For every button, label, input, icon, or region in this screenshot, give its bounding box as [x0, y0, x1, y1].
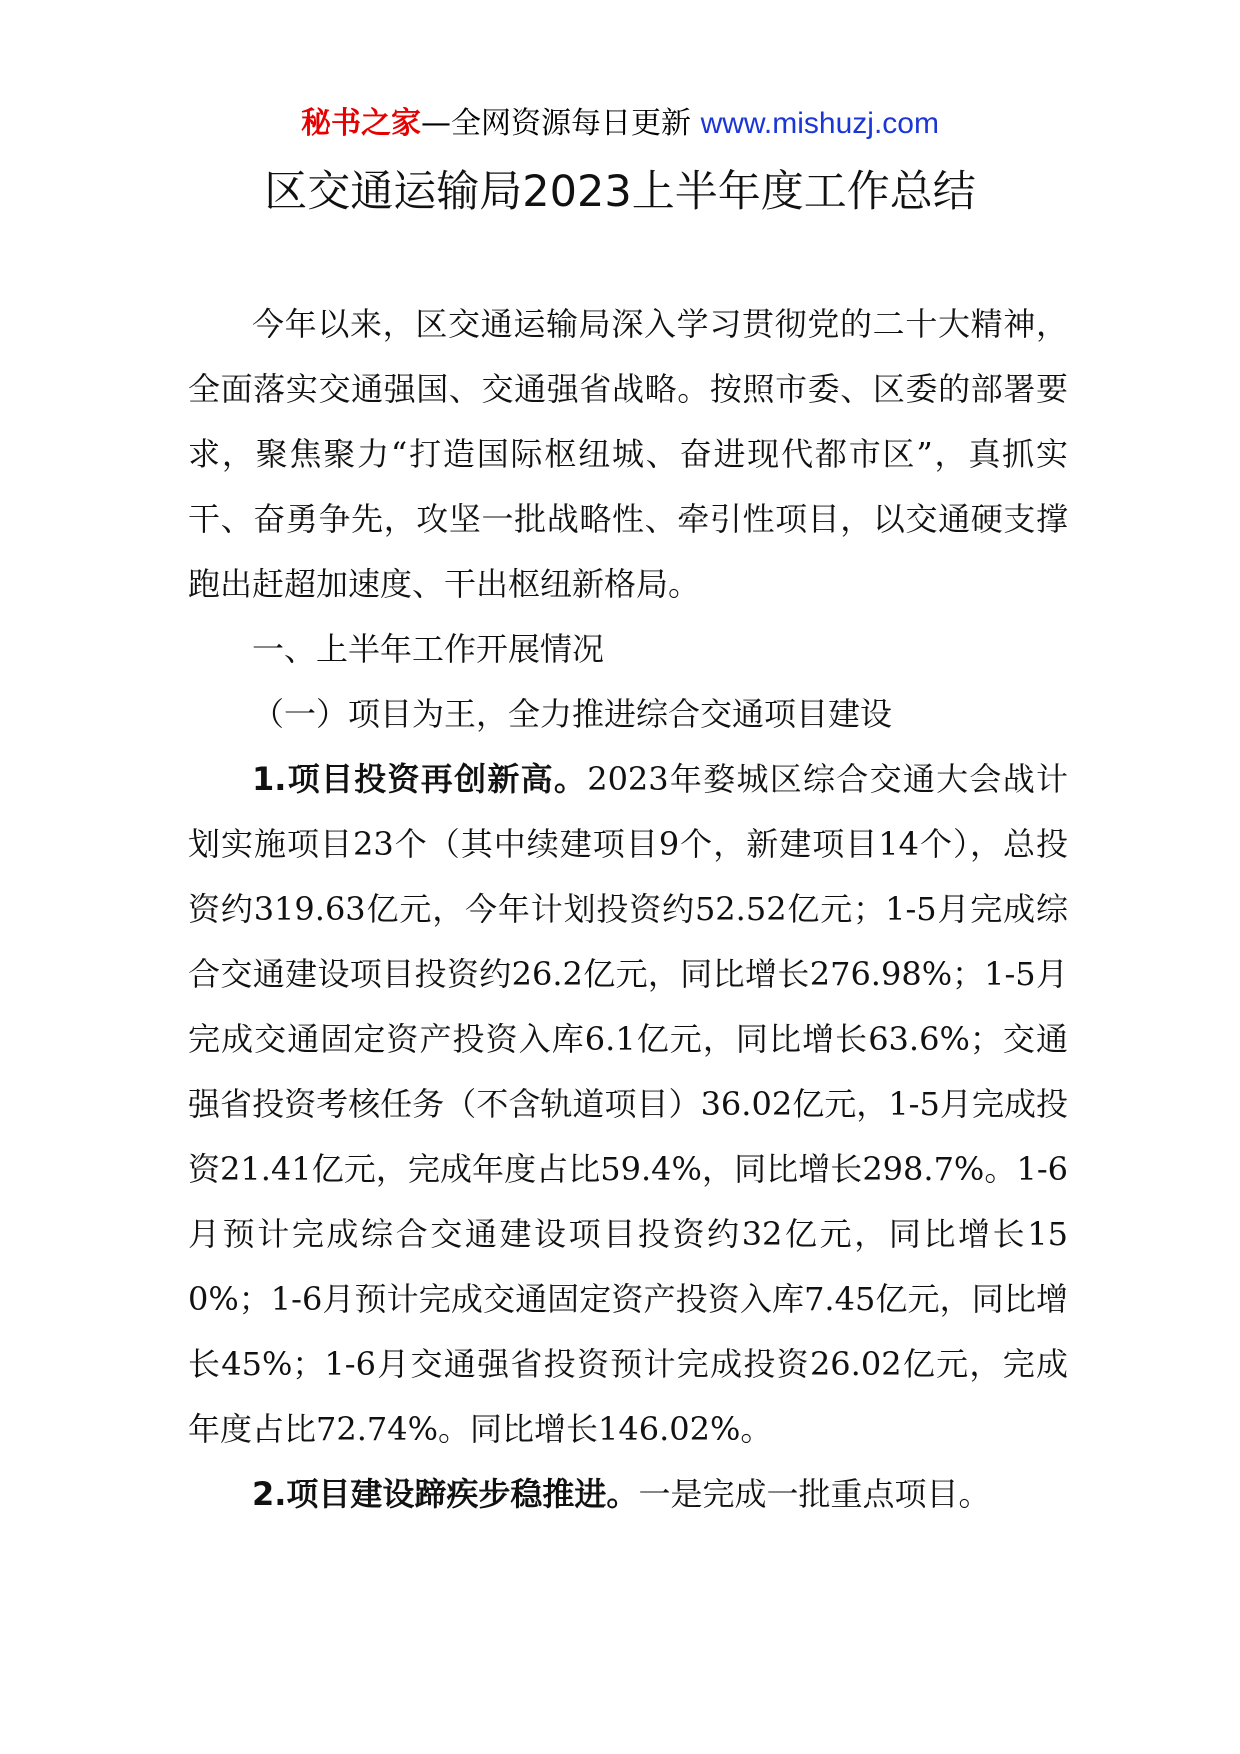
- site-url-link[interactable]: www.mishuzj.com: [700, 107, 939, 140]
- site-brand: 秘书之家: [301, 106, 422, 141]
- item-text: 一是完成一批重点项目。: [638, 1475, 991, 1513]
- section-heading: 一、上半年工作开展情况: [252, 630, 605, 668]
- paragraph-intro: 今年以来，区交通运输局深入学习贯彻党的二十大精神，全面落实交通强国、交通强省战略。按照市委、区委的部署要求，聚焦聚力“打造国际枢纽城、奋进现代都市区”，真抓实干、奋勇争先，攻坚一批战略性、牵引性项目，以交通硬支撑跑出赶超加速度、干出枢纽新格局。: [188, 305, 1068, 603]
- subsection-heading: （一）项目为王，全力推进综合交通项目建设: [252, 695, 893, 733]
- item-lead: 1.项目投资再创新高。: [252, 760, 588, 798]
- site-header: [0, 104, 1240, 144]
- document-body: [188, 292, 1068, 1527]
- paragraph-item: [188, 747, 1068, 1462]
- item-lead: 2.项目建设蹄疾步稳推进。: [252, 1475, 639, 1513]
- site-slogan: —全网资源每日更新: [421, 106, 692, 141]
- item-text: 2023年婺城区综合交通大会战计划实施项目23个（其中续建项目9个，新建项目14个），总投资约319.63亿元，今年计划投资约52.52亿元；1-5月完成综合交通建设项目投资约26.2亿元，同比增长276.98%；1-5月完成交通固定资产投资入库6.1亿元，同比增长63.6%；交通强省投资考核任务（不含轨道项目）36.02亿元，1-5月完成投资21.41亿元，完成年度占比59.4%，同比增长298.7%。1-6月预计完成综合交通建设项目投资约32亿元，同比增长150%；1-6月预计完成交通固定资产投资入库7.45亿元，同比增长45%；1-6月交通强省投资预计完成投资26.02亿元，完成年度占比72.74%。同比增长146.02%。: [188, 760, 1068, 1448]
- document-title: 区交通运输局2023上半年度工作总结: [264, 167, 976, 217]
- paragraph-item: [188, 1462, 1068, 1527]
